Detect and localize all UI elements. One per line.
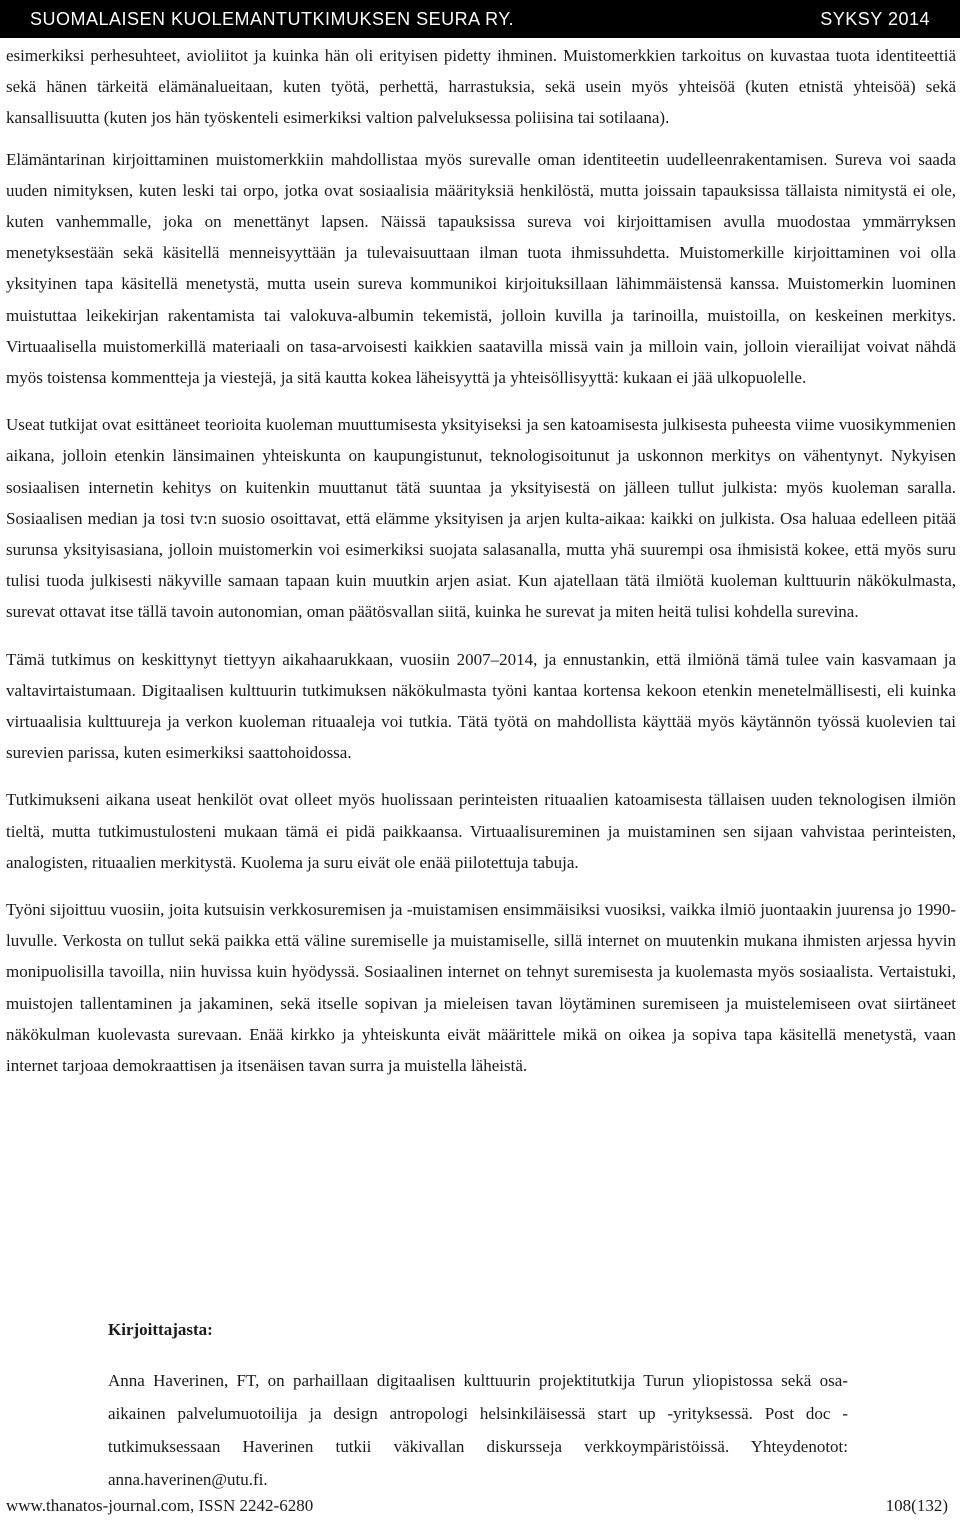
journal-header (0, 0, 960, 38)
paragraph: Tutkimukseni aikana useat henkilöt ovat olleet myös huolissaan perinteisten rituaalien katoamisesta tällaisen uuden teknologisen ilmiön tieltä, mutta tutkimustulosteni mukaan tämä ei pidä paikkaansa. Virtuaalisureminen ja muistaminen sen sijaan vahvistaa perinteisten, analogisten, rituaalien merkitystä. Kuolema ja suru eivät ole enää piilotettuja tabuja. (6, 790, 956, 872)
paragraph: Tämä tutkimus on keskittynyt tiettyyn aikahaarukkaan, vuosiin 2007–2014, ja ennustankin, että ilmiönä tämä tulee vain kasvamaan ja valtavirtaistumaan. Digitaalisen kulttuurin tutkimuksen näkökulmasta työni kantaa kortensa kekoon etenkin menetelmällisesti, eli kuinka virtuaalisia kulttuureja ja verkon kuoleman rituaaleja voi tutkia. Tätä työtä on mahdollista käyttää myös käytännön työssä kuolevien tai surevien parissa, kuten esimerkiksi saattohoidossa. (6, 649, 956, 763)
journal-url-issn: www.thanatos-journal.com, ISSN 2242-6280 (6, 1496, 314, 1515)
article-body (6, 40, 956, 1097)
page-number: 108(132) (885, 1496, 948, 1515)
paragraph: Elämäntarinan kirjoittaminen muistomerkkiin mahdollistaa myös surevalle oman identiteetin uudelleenrakentamisen. Sureva voi saada uuden nimityksen, kuten leski tai orpo, jotka ovat sosiaalisia määrityksiä henkilöstä, mutta joissain tapauksissa tällaista nimitystä ei ole, kuten vanhemmalle, joka on menettänyt lapsen. Näissä tapauksissa sureva voi kirjoittamisen avulla muodostaa ymmärryksen menetyksestään sekä käsitellä menneisyyttään ja tulevaisuuttaan ilman tuota ihmissuhdetta. Muistomerkille kirjoittaminen voi olla yksityinen tapa käsitellä menetystä, mutta usein sureva kommunikoi kirjoituksillaan lähimmäistensä kanssa. Muistomerkin luominen muistuttaa leikekirjan rakentamista tai valokuva-albumin tekemistä, jolloin kuvilla ja tarinoilla, muistoilla, on keskeinen merkitys. Virtuaalisella muistomerkillä materiaali on tasa-arvoisesti kaikkien saatavilla missä vain ja milloin vain, jolloin vierailijat voivat nähdä myös toistensa kommentteja ja viestejä, ja sitä kautta kokea läheisyyttä ja yhteisöllisyyttä: kukaan ei jää ulkopuolelle. (6, 149, 956, 388)
paragraph: esimerkiksi perhesuhteet, avioliitot ja kuinka hän oli erityisen pidetty ihminen. Muistomerkkien tarkoitus on kuvastaa tuota identiteettiä sekä hänen tärkeitä elämänalueitaan, kuten työtä, perhettä, harrastuksia, sekä usein myös yhteisöä (kuten etnistä yhteisöä) sekä kansallisuutta (kuten jos hän työskenteli esimerkiksi valtion palveluksessa poliisina tai sotilaana). (6, 46, 956, 128)
journal-name: SUOMALAISEN KUOLEMANTUTKIMUKSEN SEURA RY. (30, 8, 514, 29)
author-heading: Kirjoittajasta: (108, 1320, 213, 1339)
paragraph: Työni sijoittuu vuosiin, joita kutsuisin verkkosuremisen ja -muistamisen ensimmäisiksi vuosiksi, vaikka ilmiö juontaakin juurensa jo 1990-luvulle. Verkosta on tullut sekä paikka että väline suremiselle ja muistamiselle, sillä internet on muutenkin mukana ihmisten arjessa hyvin monipuolisilla tavoilla, niin huvissa kuin hyödyssä. Sosiaalinen internet on tehnyt suremisesta ja kuolemasta myös sosiaalista. Vertaistuki, muistojen tallentaminen ja jakaminen, sekä itselle sopivan ja mieleisen tavan löytäminen suremiseen ja muistelemiseen ovat siirtäneet näkökulman kuolevasta surevaan. Enää kirkko ja yhteiskunta eivät määrittele mikä on oikea ja sopiva tapa käsitellä menetystä, vaan internet tarjoaa demokraattisen ja itsenäisen tavan surra ja muistella läheistä. (6, 900, 956, 1076)
page-footer (6, 1494, 948, 1518)
author-bio: Anna Haverinen, FT, on parhaillaan digitaalisen kulttuurin projektitutkija Turun yliopistossa sekä osa-aikainen palvelumuotoilija ja design antropologi helsinkiläisessä start up -yrityksessä. Post doc -tutkimuksessaan Haverinen tutkii väkivallan diskursseja verkkoympäristöissä. Yhteydenotot: anna.haverinen@utu.fi. (108, 1371, 848, 1489)
author-section (108, 1318, 848, 1496)
paragraph: Useat tutkijat ovat esittäneet teorioita kuoleman muuttumisesta yksityiseksi ja sen katoamisesta julkisesta puheesta viime vuosikymmenien aikana, jolloin etenkin länsimainen yhteiskunta on kaupungistunut, teknologisoitunut ja uskonnon merkitys on vähentynyt. Nykyisen sosiaalisen internetin kehitys on kuitenkin muuttanut tätä suuntaa ja yksityisestä on jälleen tullut julkista: myös kuoleman saralla. Sosiaalisen median ja tosi tv:n suosio osoittavat, että elämme yksityisen ja arjen kulta-aikaa: kaikki on julkista. Osa haluaa edelleen pitää surunsa yksityisasiana, jolloin muistomerkin voi esimerkiksi suojata salasanalla, mutta yhä suurempi osa ihmisistä kokee, että myös suru tulisi tuoda julkisesti näkyville samaan tapaan kuin muutkin arjen asiat. Kun ajatellaan tätä ilmiötä kuoleman kulttuurin näkökulmasta, surevat ottavat itse tällä tavoin autonomian, oman päätösvallan siitä, kuinka he surevat ja miten heitä tulisi kohdella surevina. (6, 415, 956, 622)
issue-season: SYKSY 2014 (820, 8, 930, 29)
